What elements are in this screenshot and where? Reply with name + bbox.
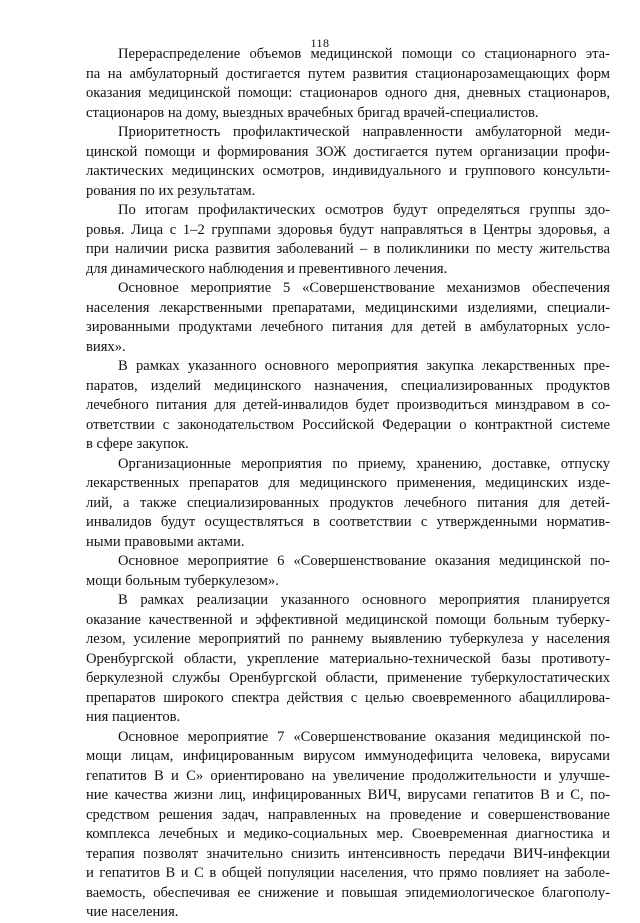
text-line: оказание качественной и эффективной медицинской помощи больным туберку-: [86, 611, 610, 628]
text-line: Основное мероприятие 5 «Совершенствование механизмов обеспечения: [118, 280, 610, 296]
text-line: оказания медицинской помощи: стационаров одного дня, дневных стационаров,: [86, 85, 610, 101]
text-line: средством решения задач, направленных на проведение и совершенствование: [86, 806, 610, 823]
paragraph: [86, 45, 610, 123]
paragraph: [86, 728, 610, 923]
document-body: [86, 45, 610, 923]
paragraph: [86, 552, 610, 591]
text-line: паратов, изделий медицинского назначения, специализированных продуктов: [86, 377, 610, 394]
text-line: ответствии с законодательством Российской Федерации о контрактной системе: [86, 416, 610, 433]
paragraph: [86, 123, 610, 201]
text-line: терапия позволят значительно снизить интенсивность передачи ВИЧ-инфекции: [86, 845, 610, 862]
paragraph: [86, 201, 610, 279]
text-line: виях».: [86, 338, 126, 355]
paragraph: [86, 357, 610, 455]
text-line: населения лекарственными препаратами, медицинскими изделиями, специали-: [86, 299, 610, 316]
text-line: лезом, усиление мероприятий по раннему выявлению туберкулеза у населения: [86, 631, 610, 647]
text-line: ровья. Лица с 1–2 группами здоровья будут направляться в Центры здоровья, а: [86, 221, 610, 238]
text-line: Основное мероприятие 7 «Совершенствование оказания медицинской по-: [118, 728, 610, 745]
text-line: гепатитов В и С» ориентировано на увеличение продолжительности и улучше-: [86, 767, 610, 784]
text-line: В рамках указанного основного мероприятия закупка лекарственных пре-: [118, 358, 610, 374]
text-line: при наличии риска развития заболеваний – в поликлиники по месту жительства: [86, 241, 610, 257]
text-line: мощи лицам, инфицированным вирусом иммунодефицита человека, вирусами: [86, 748, 610, 764]
text-line: По итогам профилактических осмотров будут определяться группы здо-: [118, 202, 610, 218]
text-line: инвалидов будут осуществляться в соответствии с утвержденными норматив-: [86, 514, 610, 530]
paragraph: [86, 455, 610, 553]
text-line: ния пациентов.: [86, 709, 181, 725]
text-line: лекарственных препаратов для медицинского применения, медицинских изде-: [86, 475, 610, 491]
text-line: и гепатитов В и С в общей популяции населения, что прямо повлияет на заболе-: [86, 865, 610, 881]
text-line: комплекса лечебных и медико-социальных мер. Своевременная диагностика и: [86, 826, 610, 842]
text-line: для динамического наблюдения и превентивного лечения.: [86, 260, 448, 277]
text-line: чие населения.: [86, 904, 179, 920]
text-line: лечебного питания для детей-инвалидов будет производиться минздравом в со-: [86, 397, 610, 413]
text-line: Организационные мероприятия по приему, хранению, доставке, отпуску: [118, 455, 610, 472]
text-line: цинской помощи и формирования ЗОЖ достигается путем организации профи-: [86, 143, 610, 160]
text-line: беркулезной службы Оренбургской области, применение туберкулостатических: [86, 670, 610, 686]
text-line: лактических медицинских осмотров, индивидуального и группового консульти-: [86, 163, 610, 179]
text-line: зированными продуктами лечебного питания для детей в амбулаторных усло-: [86, 319, 610, 335]
text-line: стационаров на дому, выездных врачебных бригад врачей-специалистов.: [86, 104, 539, 121]
text-line: па на амбулаторный достигается путем развития стационарозамещающих форм: [86, 65, 610, 82]
text-line: лий, а также специализированных продуктов лечебного питания для детей-: [86, 494, 610, 511]
text-line: мощи больным туберкулезом».: [86, 572, 279, 589]
text-line: ние качества жизни лиц, инфицированных ВИЧ, вирусами гепатитов В и С, по-: [86, 787, 610, 803]
paragraph: [86, 279, 610, 357]
page-number: 118: [310, 36, 330, 50]
text-line: препаратов широкого спектра действия с целью своевременного абациллирова-: [86, 689, 610, 706]
text-line: Приоритетность профилактической направленности амбулаторной меди-: [118, 124, 610, 140]
text-line: Перераспределение объемов медицинской помощи со стационарного эта-: [118, 46, 610, 62]
text-line: В рамках реализации указанного основного мероприятия планируется: [118, 592, 610, 608]
text-line: в сфере закупок.: [86, 436, 189, 452]
text-line: Оренбургской области, укрепление материально-технической базы противоту-: [86, 650, 610, 667]
text-line: ными правовыми актами.: [86, 533, 245, 550]
paragraph: [86, 591, 610, 728]
text-line: Основное мероприятие 6 «Совершенствование оказания медицинской по-: [118, 553, 610, 569]
text-line: рования по их результатам.: [86, 182, 256, 199]
text-line: ваемость, обеспечивая ее снижение и повышая эпидемиологическое благополу-: [86, 884, 610, 901]
